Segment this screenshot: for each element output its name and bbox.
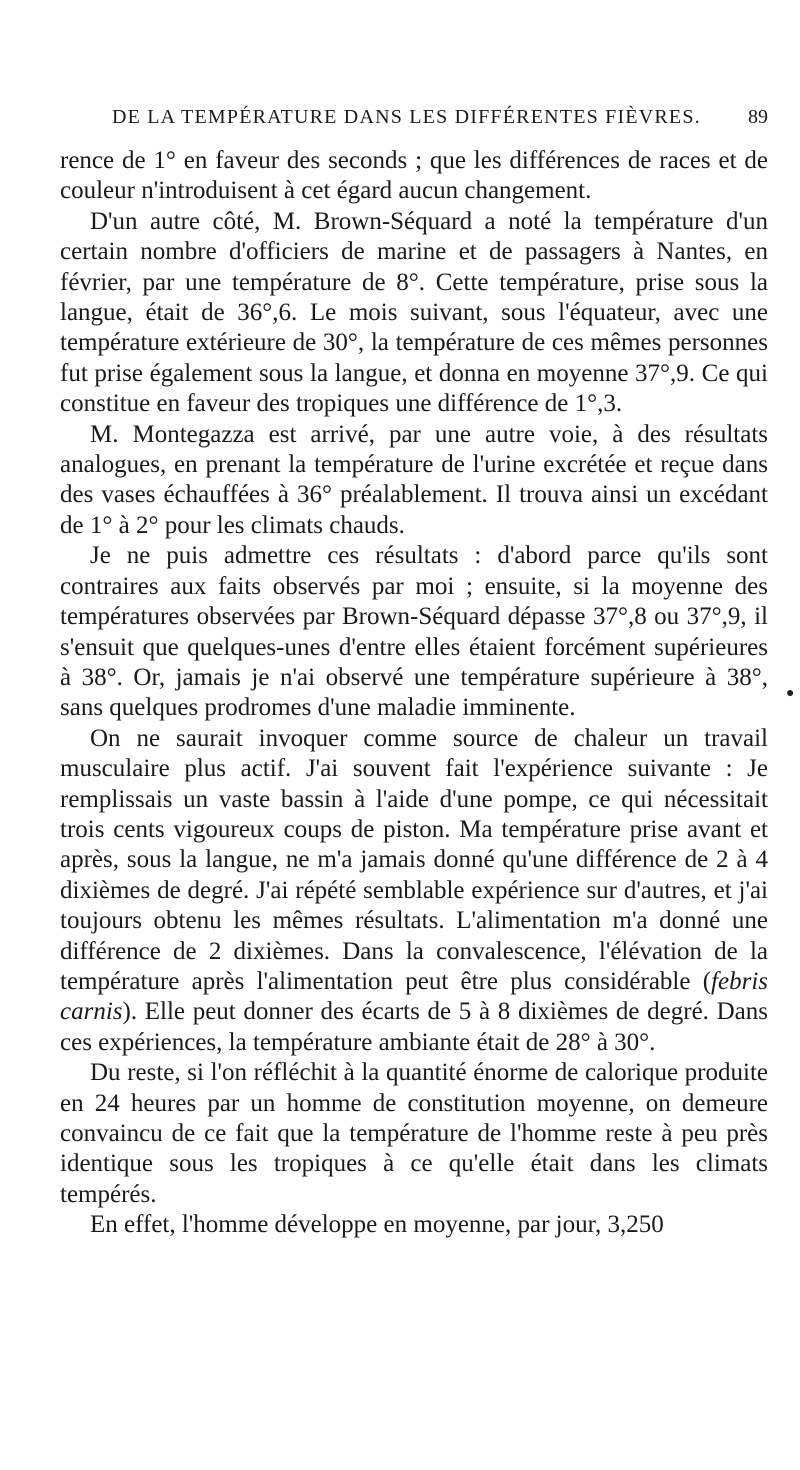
paragraph-text: ). Elle peut donner des écarts de 5 à 8 dixièmes de degré. Dans ces expériences, la température ambiante était de 28° à 30°.: [60, 998, 768, 1056]
paragraph: D'un autre côté, M. Brown-Séquard a noté la température d'un certain nombre d'officiers de marine et de passagers à Nantes, en février, par une température de 8°. Cette température, prise sous la langue, était de 36°,6. Le mois suivant, sous l'équateur, avec une température extérieure de 30°, la température de ces mêmes personnes fut prise également sous la langue, et donna en moyenne 37°,9. Ce qui constitue en faveur des tropiques une différence de 1°,3.: [60, 207, 768, 418]
latin-term: febris carnis: [60, 967, 768, 1026]
paragraph: En effet, l'homme développe en moyenne, par jour, 3,250: [90, 1211, 664, 1239]
paragraph: M. Montegazza est arrivé, par une autre voie, à des résultats analogues, en prenant la température de l'urine excrétée et reçue dans des vases échauffées à 36° préalablement. Il trouva ainsi un excédant de 1° à 2° pour les climats chauds.: [60, 420, 768, 539]
paragraph: Je ne puis admettre ces résultats : d'abord parce qu'ils sont contraires aux faits observés par moi ; ensuite, si la moyenne des températures observées par Brown-Séquard dépasse 37°,8 ou 37°,9, il s'ensuit que quelques-unes d'entre elles étaient forcément supérieures à 38°. Or, jamais je n'ai observé une température supérieure à 38°, sans quelques prodromes d'une maladie imminente.: [60, 542, 768, 722]
running-head: [60, 106, 768, 142]
running-head-title: DE LA TEMPÉRATURE DANS LES DIFFÉRENTES FIÈVRES.: [112, 106, 701, 128]
book-page: [60, 106, 768, 1241]
paragraph: Du reste, si l'on réfléchit à la quantité énorme de calorique produite en 24 heures par un homme de constitution moyenne, on demeure convaincu de ce fait que la température de l'homme reste à peu près identique sous les tropiques à ce qu'elle était dans les climats tempérés.: [60, 1059, 768, 1208]
paragraph: rence de 1° en faveur des seconds ; que les différences de races et de couleur n'introduisent à cet égard aucun changement.: [60, 147, 768, 205]
body-text: [60, 146, 768, 1241]
paragraph: [60, 724, 768, 1058]
page-number: 89: [748, 106, 768, 128]
paragraph-text: On ne saurait invoquer comme source de chaleur un travail musculaire plus actif. J'ai souvent fait l'expérience suivante : Je remplissais un vaste bassin à l'aide d'une pompe, ce qui nécessitait trois cents vigoureux coups de piston. Ma température prise avant et après, sous la langue, ne m'a jamais donné qu'une différence de 2 à 4 dixièmes de degré. J'ai répété semblable expérience sur d'autres, et j'ai toujours obtenu les mêmes résultats. L'alimentation m'a donné une différence de 2 dixièmes. Dans la convalescence, l'élévation de la température après l'alimentation peut être plus considérable (: [60, 724, 768, 995]
margin-mark: ●: [786, 686, 795, 701]
